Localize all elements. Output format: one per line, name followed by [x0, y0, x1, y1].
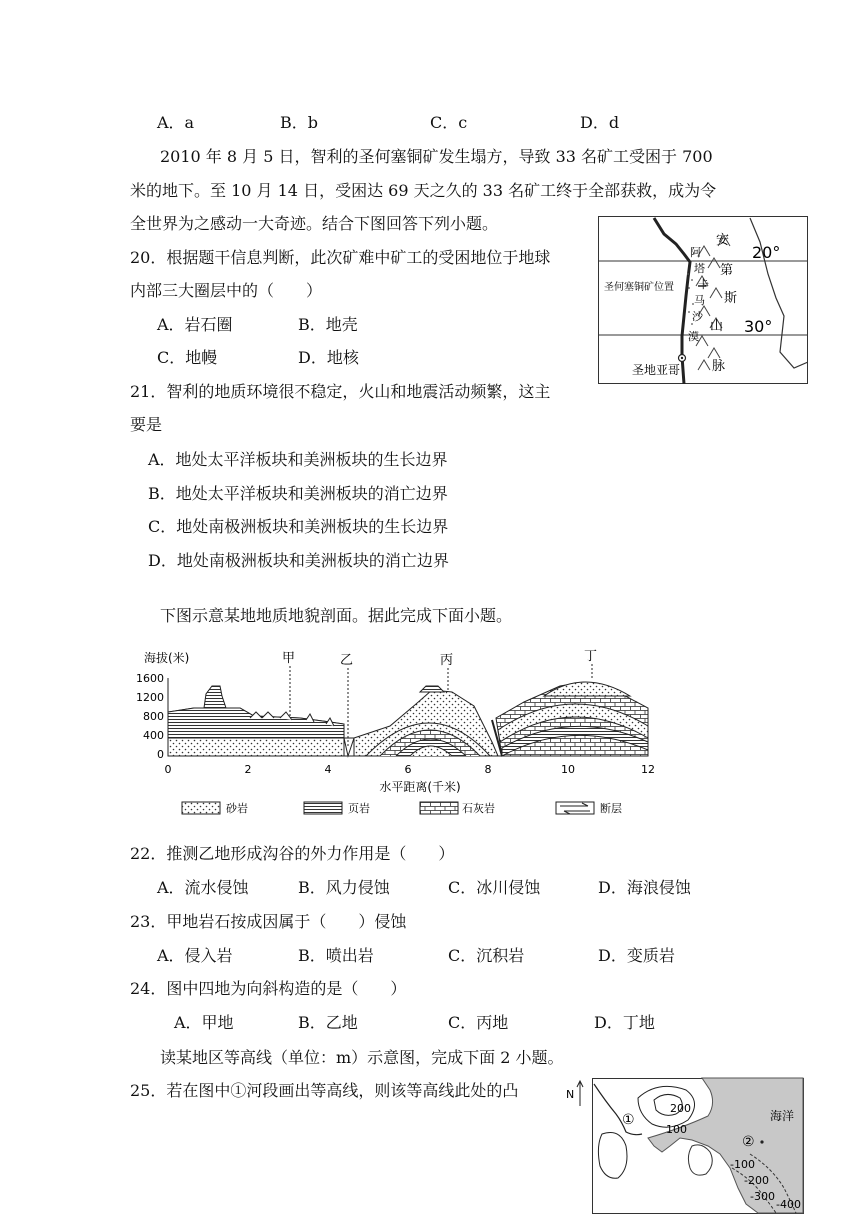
q21-option-a: A．地处太平洋板块和美洲板块的生长边界: [148, 450, 448, 469]
contour-map: [562, 1076, 812, 1216]
q22-option-d: D．海浪侵蚀: [598, 878, 691, 897]
q23-stem: 23．甲地岩石按成因属于（ ）侵蚀: [130, 912, 407, 931]
q21-option-b: B．地处太平洋板块和美洲板块的消亡边界: [148, 484, 448, 503]
legend-shale: 页岩: [348, 802, 370, 815]
intro-contour: 读某地区等高线（单位：m）示意图，完成下面 2 小题。: [160, 1048, 564, 1067]
q19-option-b: B．b: [280, 113, 319, 132]
q19-option-c: C．c: [430, 113, 468, 132]
contour-label-200: 200: [670, 1102, 691, 1115]
contour-label-neg300: -300: [750, 1190, 775, 1203]
q19-option-d: D．d: [580, 113, 620, 132]
geologic-profile: [130, 646, 660, 820]
q24-option-c: C．丙地: [448, 1013, 509, 1032]
legend-fault-swatch: [556, 802, 594, 814]
contour-label-neg400: -400: [776, 1198, 801, 1211]
q20-stem-2: 内部三大圈层中的（ ）: [130, 281, 323, 300]
ytick-1600: 1600: [136, 672, 164, 685]
q20-option-b: B．地壳: [298, 315, 358, 334]
xtick-8: 8: [484, 763, 492, 776]
andes-char-5: 脉: [712, 359, 726, 374]
ding-top-sandstone: [544, 682, 630, 696]
q23-option-a: A．侵入岩: [157, 946, 233, 965]
legend-shale-swatch: [304, 802, 342, 814]
intro-section: 下图示意某地地质地貌剖面。据此完成下面小题。: [160, 606, 513, 625]
q22-option-c: C．冰川侵蚀: [448, 878, 541, 897]
intro-mine-line-1: 2010 年 8 月 5 日，智利的圣何塞铜矿发生塌方，导致 33 名矿工受困于 700: [160, 147, 713, 166]
q21-stem-1: 21．智利的地质环境很不稳定，火山和地震活动频繁，这主: [130, 382, 551, 401]
contour-label-neg200: -200: [744, 1174, 769, 1187]
xtick-0: 0: [164, 763, 172, 776]
intro-mine-line-2: 米的地下。至 10 月 14 日，受困达 69 天之久的 33 名矿工终于全部获救，成为令: [130, 181, 717, 200]
legend-limestone: 石灰岩: [462, 802, 495, 815]
place-bing: 丙: [440, 653, 454, 668]
andes-char-1: 安: [716, 233, 730, 248]
q21-option-d: D．地处南极洲板块和美洲板块的消亡边界: [148, 551, 449, 570]
atacama-char-1: 阿: [690, 246, 701, 259]
city-label: 圣地亚哥: [632, 363, 681, 377]
q20-option-a: A．岩石圈: [157, 315, 233, 334]
andes-char-2: 第: [720, 263, 734, 278]
atacama-char-3: 卡: [698, 278, 709, 291]
q21-stem-2: 要是: [130, 415, 163, 434]
atacama-char-5: 沙: [692, 310, 703, 323]
andes-char-4: 山: [710, 319, 724, 334]
q20-option-c: C．地幔: [157, 348, 218, 367]
q25-stem: 25．若在图中①河段画出等高线，则该等高线此处的凸: [130, 1081, 519, 1100]
q20-option-d: D．地核: [298, 348, 359, 367]
legend-limestone-swatch: [420, 802, 458, 814]
q24-option-b: B．乙地: [298, 1013, 358, 1032]
q23-option-c: C．沉积岩: [448, 946, 525, 965]
chile-mine-map: [598, 216, 808, 384]
place-jia: 甲: [282, 651, 296, 666]
xtick-4: 4: [324, 763, 332, 776]
sea-label: 海洋: [770, 1109, 795, 1123]
q23-option-b: B．喷出岩: [298, 946, 374, 965]
q22-stem: 22．推测乙地形成沟谷的外力作用是（ ）: [130, 844, 455, 863]
mesa: [204, 686, 226, 708]
place-ding: 丁: [584, 649, 598, 664]
place-yi: 乙: [340, 653, 354, 668]
andes-char-3: 斯: [724, 291, 738, 306]
contour-label-neg100: -100: [730, 1158, 755, 1171]
marker-2: ②: [742, 1134, 755, 1150]
intro-mine-line-3: 全世界为之感动一大奇迹。结合下图回答下列小题。: [130, 214, 499, 233]
valley-yi: [344, 738, 354, 756]
profile-ylabel: 海拔(米): [144, 651, 190, 665]
xtick-10: 10: [561, 763, 575, 776]
contour-label-100: 100: [666, 1123, 687, 1136]
legend-sandstone: 砂岩: [226, 802, 248, 815]
xtick-12: 12: [641, 763, 655, 776]
q24-option-d: D．丁地: [594, 1013, 655, 1032]
atacama-char-4: 马: [694, 294, 705, 307]
latitude-30-label: 30°: [744, 317, 773, 336]
q22-option-b: B．风力侵蚀: [298, 878, 390, 897]
q20-stem-1: 20．根据题干信息判断，此次矿难中矿工的受困地位于地球: [130, 248, 551, 267]
ytick-400: 400: [143, 729, 164, 742]
marker-1: ①: [622, 1112, 635, 1128]
ytick-1200: 1200: [136, 691, 164, 704]
atacama-char-2: 塔: [694, 262, 705, 275]
ytick-800: 800: [143, 710, 164, 723]
q22-option-a: A．流水侵蚀: [157, 878, 249, 897]
q24-option-a: A．甲地: [174, 1013, 234, 1032]
legend-sandstone-swatch: [182, 802, 220, 814]
atacama-char-6: 漠: [688, 330, 699, 343]
xtick-2: 2: [244, 763, 252, 776]
latitude-20-label: 20°: [752, 243, 781, 262]
mine-label: 圣何塞铜矿位置: [604, 282, 674, 293]
xtick-6: 6: [404, 763, 412, 776]
legend-fault: 断层: [600, 802, 622, 815]
q19-option-a: A．a: [157, 113, 195, 132]
north-label: N: [566, 1088, 575, 1101]
q23-option-d: D．变质岩: [598, 946, 675, 965]
profile-xlabel: 水平距离(千米): [379, 780, 461, 794]
q21-option-c: C．地处南极洲板块和美洲板块的生长边界: [148, 517, 449, 536]
ytick-0: 0: [157, 748, 164, 761]
q24-stem: 24．图中四地为向斜构造的是（ ）: [130, 979, 407, 998]
